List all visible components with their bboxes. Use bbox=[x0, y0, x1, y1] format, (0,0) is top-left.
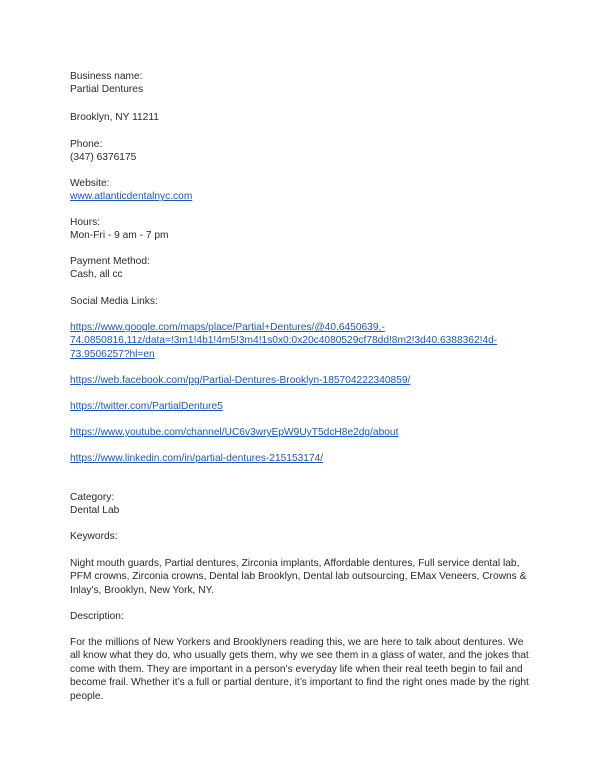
google-maps-link-line3[interactable]: 73.9506257?hl=en bbox=[70, 348, 155, 360]
social-label-section bbox=[70, 295, 535, 308]
google-maps-link[interactable] bbox=[70, 321, 535, 361]
business-address: Brooklyn, NY 11211 bbox=[70, 112, 159, 123]
twitter-link[interactable]: https://twitter.com/PartialDenture5 bbox=[70, 401, 223, 412]
website-link[interactable]: www.atlanticdentalnyc.com bbox=[70, 191, 193, 203]
keywords-label: Keywords: bbox=[70, 531, 118, 542]
website-section bbox=[70, 177, 535, 204]
hours-section bbox=[70, 216, 535, 243]
social-media-label: Social Media Links: bbox=[70, 296, 158, 307]
business-name-value: Partial Dentures bbox=[70, 84, 144, 96]
business-name-label: Business name: bbox=[70, 71, 143, 82]
keywords-section bbox=[70, 557, 535, 597]
hours-value: Mon-Fri - 9 am - 7 pm bbox=[70, 230, 169, 242]
linkedin-section bbox=[70, 452, 535, 465]
category-label: Category: bbox=[70, 492, 115, 503]
google-maps-link-line2[interactable]: 74.0850816,11z/data=!3m1!4b1!4m5!3m4!1s0x0:0x20c4080529cf78dd!8m2!3d40.6388362!4d- bbox=[70, 335, 498, 347]
twitter-section bbox=[70, 400, 535, 413]
category-value: Dental Lab bbox=[70, 505, 120, 517]
linkedin-link[interactable]: https://www.linkedin.com/in/partial-dentures-215153174/ bbox=[70, 453, 324, 464]
keywords-text: Night mouth guards, Partial dentures, Zirconia implants, Affordable dentures, Full service dental lab, PFM crowns, Zirconia crowns, Dental lab Brooklyn, Dental lab outsourcing, EMax Veneers, Crowns & Inlay's, Brooklyn, New York, NY. bbox=[70, 558, 527, 596]
phone-section bbox=[70, 138, 535, 165]
youtube-section bbox=[70, 426, 535, 439]
payment-label: Payment Method: bbox=[70, 256, 150, 267]
phone-value: (347) 6376175 bbox=[70, 152, 137, 164]
description-section bbox=[70, 636, 535, 703]
facebook-section bbox=[70, 374, 535, 387]
category-section bbox=[70, 491, 535, 518]
facebook-link[interactable]: https://web.facebook.com/pg/Partial-Dentures-Brooklyn-185704222340859/ bbox=[70, 375, 411, 386]
description-label: Description: bbox=[70, 611, 124, 622]
website-label: Website: bbox=[70, 178, 110, 189]
payment-value: Cash, all cc bbox=[70, 269, 123, 281]
hours-label: Hours: bbox=[70, 217, 101, 228]
google-maps-link-line1[interactable]: https://www.google.com/maps/place/Partial+Dentures/@40.6450639,- bbox=[70, 322, 385, 333]
payment-section bbox=[70, 255, 535, 282]
youtube-link[interactable]: https://www.youtube.com/channel/UC6v3wryEpW9UyT5dcH8e2dg/about bbox=[70, 427, 399, 438]
address-section bbox=[70, 111, 535, 124]
keywords-label-section bbox=[70, 530, 535, 543]
description-label-section bbox=[70, 610, 535, 623]
business-name-section bbox=[70, 70, 535, 97]
phone-label: Phone: bbox=[70, 139, 103, 150]
description-text: For the millions of New Yorkers and Brooklyners reading this, we are here to talk about dentures. We all know what they do, who usually gets them, why we see them in a glass of water, and the jokes that come with them. They are important in a person’s everyday life when their real teeth begin to fail and become frail. Whether it’s a full or partial denture, it’s important to find the right ones made by the right people. bbox=[70, 637, 529, 702]
